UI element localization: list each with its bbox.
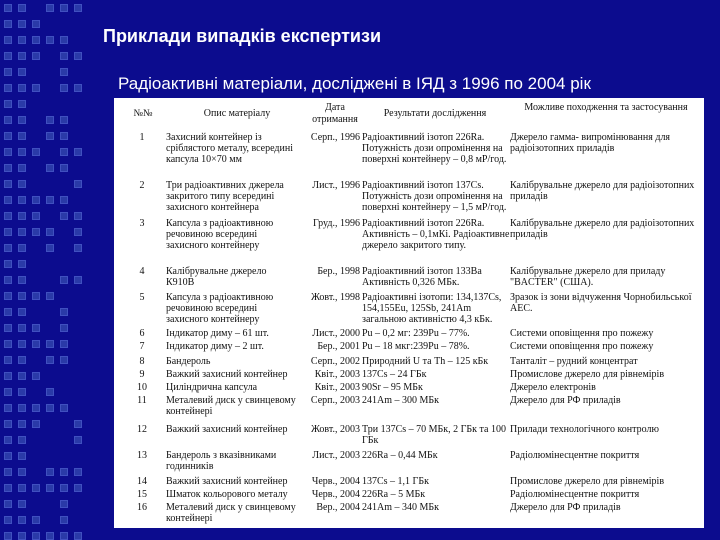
decorative-square [74, 180, 82, 188]
decorative-square [18, 276, 26, 284]
decorative-square [74, 244, 82, 252]
decorative-square [46, 468, 54, 476]
row-application: Системи оповіщення про пожежу [510, 341, 654, 352]
row-description: Індикатор диму – 2 шт. [166, 341, 264, 352]
row-date: Жовт., 1998 [310, 292, 360, 303]
row-date: Груд., 1996 [313, 218, 360, 229]
row-result: 241Am – 300 МБк [362, 395, 439, 406]
decorative-square [60, 36, 68, 44]
header-desc: Опис матеріалу [203, 108, 271, 119]
decorative-square [32, 420, 40, 428]
decorative-square [4, 388, 12, 396]
row-number: 10 [137, 382, 147, 393]
row-number: 3 [139, 218, 145, 229]
decorative-square [18, 388, 26, 396]
row-date: Серп., 1996 [310, 132, 360, 143]
row-application: Джерело для РФ приладів [510, 395, 621, 406]
row-date: Бер., 2001 [317, 341, 360, 352]
row-number: 13 [137, 450, 147, 461]
decorative-square [32, 36, 40, 44]
row-result: 226Ra – 5 МБк [362, 489, 426, 500]
decorative-square [46, 532, 54, 540]
decorative-square-column [0, 0, 88, 540]
decorative-square [74, 420, 82, 428]
decorative-square [18, 420, 26, 428]
decorative-square [4, 260, 12, 268]
row-date: Квіт., 2003 [314, 369, 360, 380]
row-application: Системи оповіщення про пожежу [510, 328, 654, 339]
decorative-square [4, 356, 12, 364]
decorative-square [4, 228, 12, 236]
decorative-square [60, 68, 68, 76]
decorative-square [60, 356, 68, 364]
decorative-square [60, 4, 68, 12]
decorative-square [46, 4, 54, 12]
row-description: Три радіоактивних джерела закритого типу всередині захисного контейнера [166, 180, 284, 213]
row-description: Шматок кольорового металу [166, 489, 288, 500]
decorative-square [4, 212, 12, 220]
row-number: 12 [137, 424, 147, 435]
row-description: Металевий диск у свинцевому контейнері [166, 502, 296, 524]
row-number: 2 [139, 180, 145, 191]
row-description: Захисний контейнер із сріблястого металу, всередині капсула 10×70 мм [166, 132, 293, 165]
decorative-square [4, 148, 12, 156]
decorative-square [18, 500, 26, 508]
row-date: Жовт., 2003 [310, 424, 360, 435]
row-date: Серп., 2002 [310, 356, 360, 367]
decorative-square [4, 276, 12, 284]
row-number: 4 [139, 266, 145, 277]
decorative-square [18, 324, 26, 332]
decorative-square [4, 516, 12, 524]
decorative-square [4, 4, 12, 12]
row-application: Радіолюмінесцентне покриття [510, 489, 640, 500]
decorative-square [4, 244, 12, 252]
row-result: Радіоактивний ізотоп 133Ba Активність 0,326 МБк. [362, 266, 482, 288]
decorative-square [32, 340, 40, 348]
row-application: Джерело електронів [510, 382, 596, 393]
decorative-square [4, 372, 12, 380]
decorative-square [4, 100, 12, 108]
decorative-square [60, 516, 68, 524]
row-application: Джерело гамма- випромінювання для радіоізотопних приладів [510, 132, 671, 154]
decorative-square [4, 132, 12, 140]
decorative-square [46, 340, 54, 348]
row-number: 7 [139, 341, 145, 352]
row-number: 9 [139, 369, 145, 380]
decorative-square [4, 404, 12, 412]
row-result: Радіоактивний ізотоп 137Cs. Потужність дози опромінення на поверхні контейнеру – 1,5 мР/год. [362, 180, 507, 213]
decorative-square [60, 404, 68, 412]
row-result: Pu – 18 мкг:239Pu – 78%. [362, 341, 470, 352]
row-date: Квіт., 2003 [314, 382, 360, 393]
row-number: 14 [137, 476, 147, 487]
decorative-square [4, 52, 12, 60]
decorative-square [74, 276, 82, 284]
decorative-square [74, 532, 82, 540]
decorative-square [4, 452, 12, 460]
row-application: Танталіт – рудний концентрат [510, 356, 638, 367]
decorative-square [74, 52, 82, 60]
decorative-square [60, 324, 68, 332]
row-date: Лист., 1996 [312, 180, 360, 191]
decorative-square [18, 404, 26, 412]
row-number: 15 [137, 489, 147, 500]
row-number: 5 [139, 292, 145, 303]
decorative-square [18, 452, 26, 460]
row-description: Індикатор диму – 61 шт. [166, 328, 269, 339]
row-description: Металевий диск у свинцевому контейнері [166, 395, 296, 417]
decorative-square [46, 484, 54, 492]
row-date: Лист., 2000 [312, 328, 360, 339]
decorative-square [46, 388, 54, 396]
decorative-square [32, 84, 40, 92]
row-result: 137Cs – 1,1 ГБк [362, 476, 429, 487]
decorative-square [18, 228, 26, 236]
decorative-square [32, 324, 40, 332]
decorative-square [60, 148, 68, 156]
decorative-square [32, 484, 40, 492]
header-application: Можливе походження та застосування [524, 102, 688, 113]
row-result: 226Ra – 0,44 МБк [362, 450, 438, 461]
row-application: Промислове джерело для рівнемірів [510, 369, 665, 380]
decorative-square [32, 212, 40, 220]
decorative-square [32, 148, 40, 156]
row-result: 90Sr – 95 МБк [362, 382, 423, 393]
decorative-square [46, 132, 54, 140]
row-description: Капсула з радіоактивною речовиною всередині захисного контейнеру [166, 218, 274, 251]
row-result: 137Cs – 24 ГБк [362, 369, 427, 380]
decorative-square [46, 228, 54, 236]
decorative-square [46, 404, 54, 412]
decorative-square [18, 20, 26, 28]
row-description: Капсула з радіоактивною речовиною всередині захисного контейнеру [166, 292, 274, 325]
decorative-square [46, 292, 54, 300]
decorative-square [60, 276, 68, 284]
header-date: Дата отримання [312, 102, 358, 125]
decorative-square [46, 244, 54, 252]
row-result: Радіоактивні ізотопи: 134,137Cs, 154,155Eu, 125Sb, 241Am загальною активністю 4,3 кБк. [362, 292, 502, 325]
decorative-square [18, 180, 26, 188]
decorative-square [74, 148, 82, 156]
slide-title: Приклади випадків експертизи [103, 26, 382, 46]
decorative-square [60, 308, 68, 316]
row-application: Прилади технологічного контролю [510, 424, 659, 435]
row-date: Бер., 1998 [317, 266, 360, 277]
decorative-square [74, 4, 82, 12]
decorative-square [18, 36, 26, 44]
decorative-square [4, 340, 12, 348]
decorative-square [60, 468, 68, 476]
decorative-square [4, 180, 12, 188]
slide-subtitle: Радіоактивні матеріали, досліджені в ІЯД з 1996 по 2004 рік [118, 74, 591, 93]
decorative-square [74, 84, 82, 92]
decorative-square [32, 292, 40, 300]
row-date: Черв., 2004 [311, 476, 360, 487]
row-result: Радіоактивний ізотоп 226Ra. Активність – 0,1мКі. Радіоактивне джерело закритого типу. [362, 218, 510, 251]
decorative-square [46, 116, 54, 124]
row-description: Калібрувальне джерело К910В [166, 266, 267, 288]
decorative-square [74, 436, 82, 444]
decorative-square [18, 164, 26, 172]
row-result: Pu – 0,2 мг: 239Pu – 77%. [362, 328, 470, 339]
decorative-square [60, 84, 68, 92]
decorative-square [32, 516, 40, 524]
decorative-square [18, 340, 26, 348]
row-number: 6 [139, 328, 145, 339]
row-application: Промислове джерело для рівнемірів [510, 476, 665, 487]
row-application: Радіолюмінесцентне покриття [510, 450, 640, 461]
decorative-square [32, 52, 40, 60]
row-application: Калібрувальне джерело для радіоізотопних приладів [510, 180, 695, 202]
decorative-square [18, 372, 26, 380]
row-number: 1 [139, 132, 145, 143]
decorative-square [74, 212, 82, 220]
row-date: Черв., 2004 [311, 489, 360, 500]
decorative-square [4, 20, 12, 28]
row-application: Зразок із зони відчуження Чорнобильської АЕС. [510, 292, 692, 314]
decorative-square [4, 324, 12, 332]
decorative-square [60, 532, 68, 540]
decorative-square [4, 116, 12, 124]
decorative-square [32, 196, 40, 204]
decorative-square [60, 500, 68, 508]
row-description: Важкий захисний контейнер [166, 369, 288, 380]
row-date: Вер., 2004 [316, 502, 360, 513]
row-description: Циліндрична капсула [166, 382, 258, 393]
decorative-square [18, 532, 26, 540]
decorative-square [18, 132, 26, 140]
header-result: Результати дослідження [383, 108, 487, 119]
row-number: 16 [137, 502, 147, 513]
decorative-square [32, 532, 40, 540]
row-result: 241Am – 340 МБк [362, 502, 439, 513]
decorative-square [18, 436, 26, 444]
decorative-square [4, 484, 12, 492]
decorative-square [74, 228, 82, 236]
decorative-square [60, 132, 68, 140]
decorative-square [60, 116, 68, 124]
decorative-square [60, 484, 68, 492]
decorative-square [18, 292, 26, 300]
decorative-square [46, 164, 54, 172]
decorative-square [4, 36, 12, 44]
row-result: Радіоактивний ізотоп 226Ra. Потужність дози опромінення на поверхні контейнеру – 0,8 мР/год. [362, 132, 507, 165]
decorative-square [4, 308, 12, 316]
row-description: Бандероль [166, 356, 211, 367]
row-application: Джерело для РФ приладів [510, 502, 621, 513]
decorative-square [4, 436, 12, 444]
row-description: Важкий захисний контейнер [166, 476, 288, 487]
decorative-square [4, 68, 12, 76]
decorative-square [32, 372, 40, 380]
row-number: 11 [137, 395, 147, 406]
decorative-square [60, 340, 68, 348]
decorative-square [4, 292, 12, 300]
decorative-square [18, 484, 26, 492]
row-application: Калібрувальне джерело для радіоізотопних приладів [510, 218, 695, 240]
row-date: Серп., 2003 [310, 395, 360, 406]
decorative-square [60, 52, 68, 60]
decorative-square [60, 164, 68, 172]
decorative-square [46, 196, 54, 204]
decorative-square [32, 228, 40, 236]
decorative-square [18, 4, 26, 12]
decorative-square [18, 516, 26, 524]
decorative-square [4, 468, 12, 476]
decorative-square [32, 20, 40, 28]
decorative-square [60, 212, 68, 220]
decorative-square [18, 196, 26, 204]
decorative-square [32, 404, 40, 412]
row-result: Природний U та Th – 125 кБк [362, 356, 489, 367]
table-panel [114, 98, 704, 528]
decorative-square [18, 212, 26, 220]
decorative-square [18, 52, 26, 60]
row-description: Бандероль з вказівниками годинників [166, 450, 277, 472]
decorative-square [60, 196, 68, 204]
decorative-square [4, 500, 12, 508]
decorative-square [18, 308, 26, 316]
decorative-square [18, 356, 26, 364]
decorative-square [4, 532, 12, 540]
decorative-square [74, 468, 82, 476]
decorative-square [74, 484, 82, 492]
decorative-square [18, 84, 26, 92]
row-result: Три 137Cs – 70 МБк, 2 ГБк та 100 ГБк [362, 424, 506, 446]
row-application: Калібрувальне джерело для приладу "BACTER" (США). [510, 266, 666, 288]
row-number: 8 [139, 356, 145, 367]
decorative-square [18, 468, 26, 476]
decorative-square [18, 116, 26, 124]
decorative-square [4, 164, 12, 172]
header-num: №№ [133, 108, 153, 119]
decorative-square [4, 420, 12, 428]
decorative-square [4, 196, 12, 204]
decorative-square [18, 260, 26, 268]
decorative-square [46, 356, 54, 364]
row-date: Лист., 2003 [312, 450, 360, 461]
decorative-square [18, 244, 26, 252]
decorative-square [18, 100, 26, 108]
decorative-square [4, 84, 12, 92]
row-description: Важкий захисний контейнер [166, 424, 288, 435]
decorative-square [46, 36, 54, 44]
decorative-square [18, 68, 26, 76]
decorative-square [18, 148, 26, 156]
